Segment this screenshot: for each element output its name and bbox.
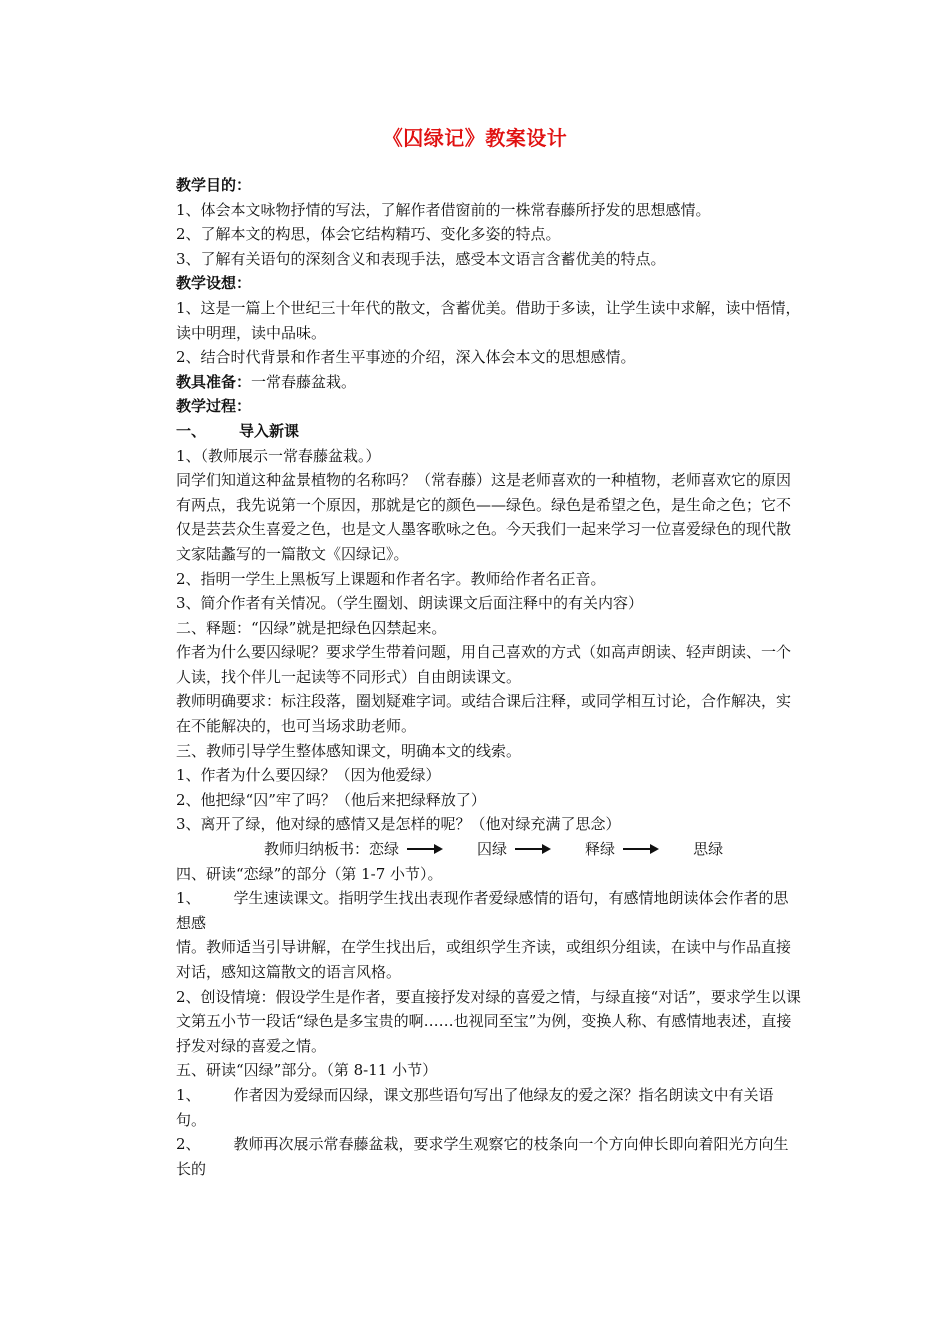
body-line: 1、（教师展示一常春藤盆栽。） [176, 446, 381, 465]
design-item [176, 296, 801, 345]
board-step: 囚绿 [477, 840, 508, 859]
tools-line [176, 370, 801, 395]
board-step: 恋绿 [369, 840, 400, 859]
item-number: 1、 [176, 889, 201, 908]
section-title: 导入新课 [239, 421, 300, 440]
section-heading [176, 419, 801, 444]
document-body [176, 173, 801, 1181]
body-line: 二、释题：“囚绿”就是把绿色囚禁起来。 [176, 618, 447, 637]
body-paragraph [176, 886, 801, 935]
body-line: 五、研读“囚绿”部分。（第 8-11 小节） [176, 1061, 438, 1080]
body-line: 2、他把绿“囚”牢了吗？（他后来把绿释放了） [176, 790, 486, 809]
item-text: 学生速读课文。指明学生找出表现作者爱绿感情的语句，有感情地朗读体会作者的思想感 [176, 889, 789, 932]
process-heading: 教学过程： [176, 397, 252, 416]
goal-item: 1、体会本文咏物抒情的写法，了解作者借窗前的一株常春藤所抒发的思想感情。 [176, 200, 711, 219]
item-number: 2、 [176, 1135, 201, 1154]
board-step: 思绿 [693, 840, 724, 859]
board-prefix: 教师归纳板书： [264, 840, 370, 859]
arrow-right-icon [515, 844, 551, 854]
goals-heading: 教学目的： [176, 176, 252, 194]
goal-item: 2、了解本文的构思，体会它结构精巧、变化多姿的特点。 [176, 225, 561, 244]
body-paragraph: 2、创设情境：假设学生是作者，要直接抒发对绿的喜爱之情，与绿直接“对话”，要求学生以课文第五小节一段话“绿色是多宝贵的啊……也视同至宝”为例，变换人称、有感情地表述，直接抒发对绿的喜爱之情。 [176, 987, 801, 1055]
body-line: 3、简介作者有关情况。（学生圈划、朗读课文后面注释中的有关内容） [176, 594, 644, 613]
body-line: 3、离开了绿，他对绿的感情又是怎样的呢？（他对绿充满了思念） [176, 815, 621, 834]
arrow-right-icon [407, 844, 443, 854]
body-paragraph [176, 1132, 801, 1181]
design-heading: 教学设想： [176, 274, 252, 293]
tools-text: 一常春藤盆栽。 [251, 372, 357, 391]
item-number: 1、 [176, 1085, 201, 1104]
tools-label: 教具准备： [176, 372, 252, 391]
item-text: 教师再次展示常春藤盆栽，要求学生观察它的枝条向一个方向伸长即向着阳光方向生长的 [176, 1135, 789, 1178]
design-item: 2、结合时代背景和作者生平事迹的介绍，深入体会本文的思想感情。 [176, 348, 636, 367]
body-line: 三、教师引导学生整体感知课文，明确本文的线索。 [176, 741, 522, 760]
body-line: 2、指明一学生上黑板写上课题和作者名字。教师给作者名正音。 [176, 569, 606, 588]
document-title: 《囚绿记》教案设计 [382, 126, 568, 150]
section-number: 一、 [176, 421, 207, 440]
board-step: 释绿 [585, 840, 616, 859]
body-paragraph: 教师明确要求：标注段落，圈划疑难字词。或结合课后注释，或同学相互讨论，合作解决，实在不能解决的，也可当场求助老师。 [176, 692, 792, 736]
body-paragraph: 情。教师适当引导讲解，在学生找出后，或组织学生齐读，或组织分组读，在读中与作品直接对话，感知这篇散文的语言风格。 [176, 938, 792, 981]
body-paragraph [176, 1083, 801, 1132]
body-paragraph: 同学们知道这种盆景植物的名称吗？（常春藤）这是老师喜欢的一种植物，老师喜欢它的原因有两点，我先说第一个原因，那就是它的颜色——绿色。绿色是希望之色，是生命之色；它不仅是芸芸众生喜爱之色，也是文人墨客歌咏之色。今天我们一起来学习一位喜爱绿色的现代散文家陆蠡写的一篇散文《囚绿记》。 [176, 471, 792, 563]
body-paragraph: 作者为什么要囚绿呢？要求学生带着问题，用自己喜欢的方式（如高声朗读、轻声朗读、一个人读，找个伴儿一起读等不同形式）自由朗读课文。 [176, 643, 792, 686]
body-line: 四、研读“恋绿”的部分（第 1-7 小节）。 [176, 864, 443, 883]
goal-item: 3、了解有关语句的深刻含义和表现手法，感受本文语言含蓄优美的特点。 [176, 249, 666, 268]
arrow-right-icon [623, 844, 659, 854]
design-item-text: 1、这是一篇上个世纪三十年代的散文，含蓄优美。借助于多读，让学生读中求解，读中悟情，读中明理，读中品味。 [176, 298, 801, 342]
body-line: 1、作者为什么要囚绿？（因为他爱绿） [176, 766, 441, 785]
board-summary [176, 837, 801, 862]
item-text: 作者因为爱绿而囚绿，课文那些语句写出了他绿友的爱之深？指名朗读文中有关语句。 [176, 1085, 774, 1129]
